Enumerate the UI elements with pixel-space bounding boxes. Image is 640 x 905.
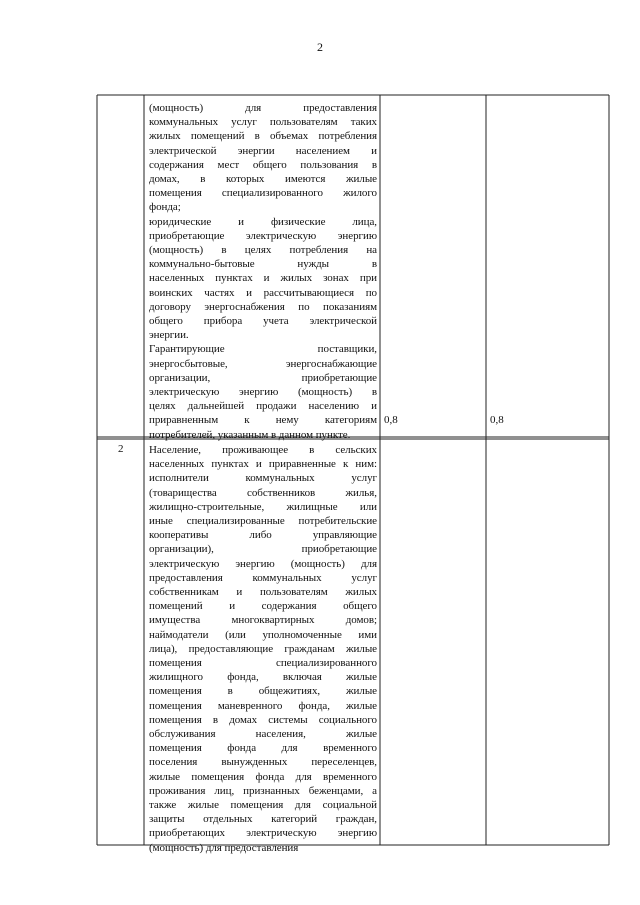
text-line: энергосбытовые, энергоснабжающие	[149, 357, 377, 370]
text-line: электрическую энергию (мощность) в	[149, 386, 377, 399]
text-line: поселения вынужденных переселенцев,	[149, 756, 377, 769]
text-line: коммунальных услуг пользователям таких	[149, 116, 377, 129]
description-cell	[149, 101, 377, 442]
text-line: Гарантирующие поставщики,	[149, 343, 377, 356]
text-line: энергии.	[149, 329, 189, 342]
text-line: электрической энергии населением и	[149, 144, 377, 157]
text-line: организации, приобретающие	[149, 371, 377, 384]
text-line: обслуживания населения, жилые	[149, 728, 377, 741]
text-line: домах, в которых имеются жилые	[149, 173, 377, 186]
text-line: договору энергоснабжения по показаниям	[149, 300, 377, 313]
text-line: лица), предоставляющие гражданам жилые	[149, 642, 377, 655]
text-line: проживания лиц, признанных беженцами, а	[149, 784, 377, 797]
text-line: воинских частях и рассчитывающиеся по	[149, 286, 377, 299]
text-line: (мощность) для предоставления	[149, 102, 377, 114]
page-number: 2	[317, 40, 323, 54]
text-line: общего прибора учета электрической	[149, 315, 377, 328]
text-line: (мощность) в целях потребления на	[149, 244, 377, 257]
text-line: жилищно-строительные, жилищные или	[149, 500, 377, 513]
text-line: помещения в домах системы социального	[149, 713, 377, 726]
text-line: электрическую энергию (мощность) для	[149, 557, 377, 570]
text-line: собственникам и пользователям жилых	[149, 586, 377, 599]
text-line: потребителей, указанным в данном пункте.	[149, 428, 351, 441]
text-line: приравненным к нему категориям	[149, 414, 377, 427]
value-cell-1: 0,8	[384, 414, 398, 426]
text-line: помещения в общежитиях, жилые	[149, 685, 377, 698]
text-line: Население, проживающее в сельских	[149, 444, 377, 456]
text-line: защиты отдельных категорий граждан,	[149, 813, 377, 826]
text-line: помещения специализированного жилого	[149, 187, 377, 200]
text-line: также жилые помещения для социальной	[149, 799, 377, 812]
text-line: (товарищества собственников жилья,	[149, 486, 377, 499]
text-line: иные специализированные потребительские	[149, 515, 377, 528]
description-cell	[149, 443, 377, 855]
text-line: целях дальнейшей продажи населению и	[149, 400, 377, 413]
text-line: организации), приобретающие	[149, 543, 377, 556]
text-line: помещения фонда для временного	[149, 742, 377, 755]
text-line: помещения маневренного фонда, жилые	[149, 699, 377, 712]
text-line: населенных пунктах и жилых зонах при	[149, 272, 377, 285]
text-line: жилых помещений в объемах потребления	[149, 130, 377, 143]
text-line: приобретающие электрическую энергию	[149, 229, 377, 242]
text-line: населенных пунктах и приравненные к ним:	[149, 458, 377, 471]
text-line: юридические и физические лица,	[149, 215, 377, 228]
value-cell-2: 0,8	[490, 414, 504, 426]
text-line: кооперативы либо управляющие	[149, 529, 377, 542]
row-index: 2	[118, 443, 124, 455]
text-line: имущества многоквартирных домов;	[149, 614, 377, 627]
text-line: коммунально-бытовые нужды в	[149, 258, 377, 271]
text-line: исполнители коммунальных услуг	[149, 472, 377, 485]
text-line: содержания мест общего пользования в	[149, 158, 377, 171]
text-line: помещений и содержания общего	[149, 600, 377, 613]
text-line: жилищного фонда, включая жилые	[149, 671, 377, 684]
text-line: помещения специализированного	[149, 657, 377, 670]
text-line: приобретающих электрическую энергию	[149, 827, 377, 840]
text-line: (мощность) для предоставления	[149, 841, 299, 854]
text-line: жилые помещения фонда для временного	[149, 770, 377, 783]
text-line: предоставления коммунальных услуг	[149, 571, 377, 584]
text-line: фонда;	[149, 201, 181, 214]
text-line: наймодатели (или уполномоченные ими	[149, 628, 377, 641]
